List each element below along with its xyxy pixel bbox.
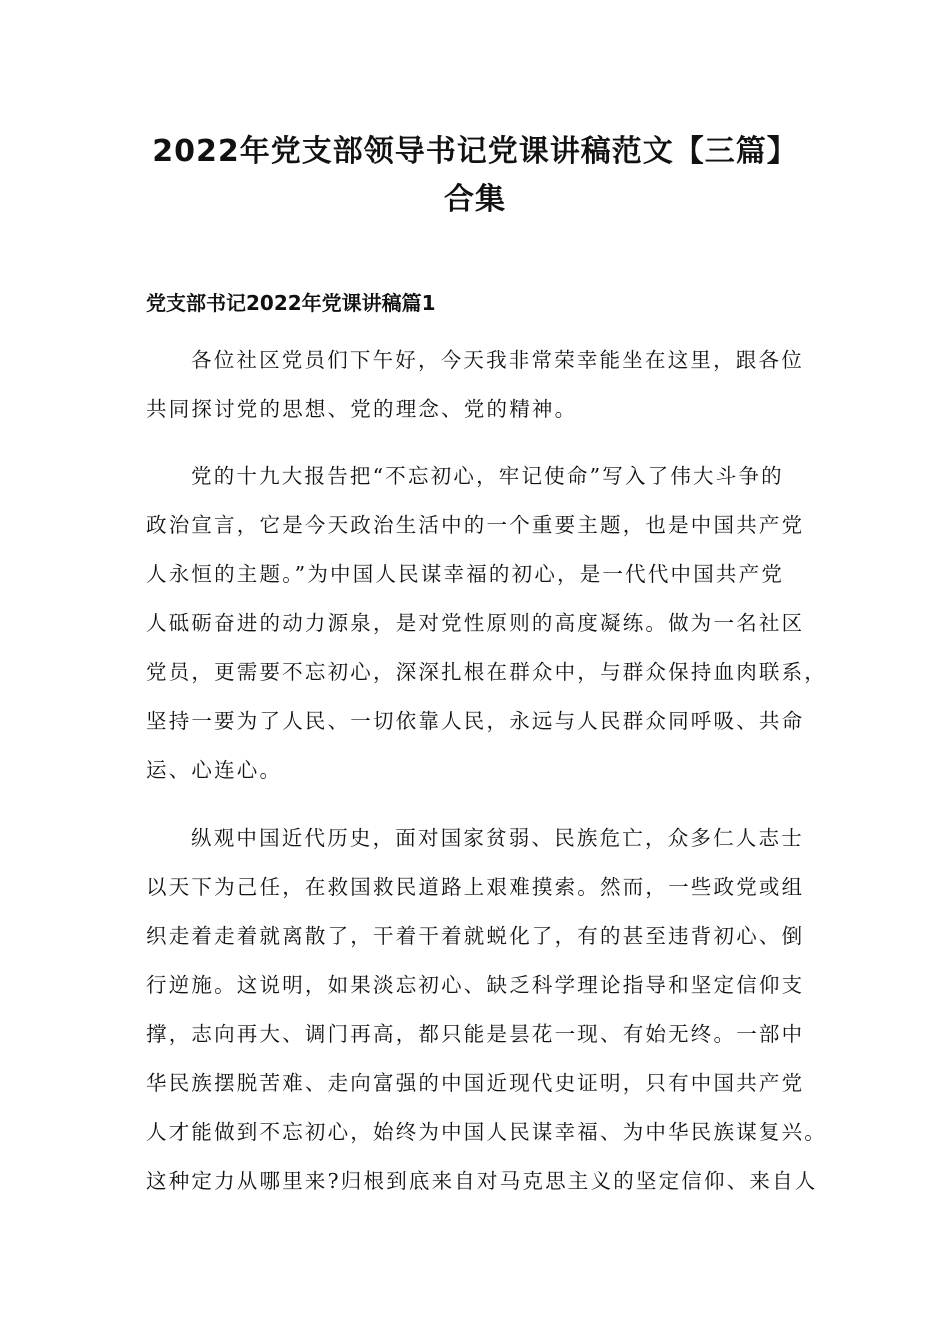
section-heading: 党支部书记2022年党课讲稿篇1: [146, 291, 436, 315]
paragraph-line: 政治宣言，它是今天政治生活中的一个重要主题，也是中国共产党: [146, 513, 805, 537]
paragraph-1: [146, 336, 806, 434]
paragraph-line: 人永恒的主题。”为中国人民谋幸福的初心，是一代代中国共产党: [146, 562, 785, 586]
title-line-2: 合集: [444, 182, 506, 217]
paragraph-line: 党的十九大报告把“不忘初心，牢记使命”写入了伟大斗争的: [191, 464, 784, 488]
paragraph-line: 织走着走着就离散了，干着干着就蜕化了，有的甚至违背初心、倒: [146, 924, 805, 948]
paragraph-line: 行逆施。这说明，如果淡忘初心、缺乏科学理论指导和坚定信仰支: [146, 973, 805, 997]
title-line-1: 2022年党支部领导书记党课讲稿范文【三篇】: [152, 134, 798, 169]
paragraph-line: 共同探讨党的思想、党的理念、党的精神。: [146, 397, 578, 421]
paragraph-line: 运、心连心。: [146, 758, 283, 782]
paragraph-line: 华民族摆脱苦难、走向富强的中国近现代史证明，只有中国共产党: [146, 1071, 805, 1095]
paragraph-3: [146, 814, 827, 1206]
paragraph-line: 这种定力从哪里来?归根到底来自对马克思主义的坚定信仰、来自人: [146, 1169, 818, 1193]
paragraph-line: 党员，更需要不忘初心，深深扎根在群众中，与群众保持血肉联系，: [146, 660, 827, 684]
paragraph-2: [146, 452, 827, 795]
paragraph-line: 以天下为己任，在救国救民道路上艰难摸索。然而，一些政党或组: [146, 875, 805, 899]
document-title: [120, 128, 830, 224]
paragraph-line: 人才能做到不忘初心，始终为中国人民谋幸福、为中华民族谋复兴。: [146, 1120, 827, 1144]
paragraph-line: 撑，志向再大、调门再高，都只能是昙花一现、有始无终。一部中: [146, 1022, 805, 1046]
paragraph-line: 纵观中国近代历史，面对国家贫弱、民族危亡，众多仁人志士: [191, 826, 804, 850]
paragraph-line: 人砥砺奋进的动力源泉，是对党性原则的高度凝练。做为一名社区: [146, 611, 805, 635]
paragraph-line: 坚持一要为了人民、一切依靠人民，永远与人民群众同呼吸、共命: [146, 709, 805, 733]
paragraph-line: 各位社区党员们下午好，今天我非常荣幸能坐在这里，跟各位: [191, 348, 804, 372]
